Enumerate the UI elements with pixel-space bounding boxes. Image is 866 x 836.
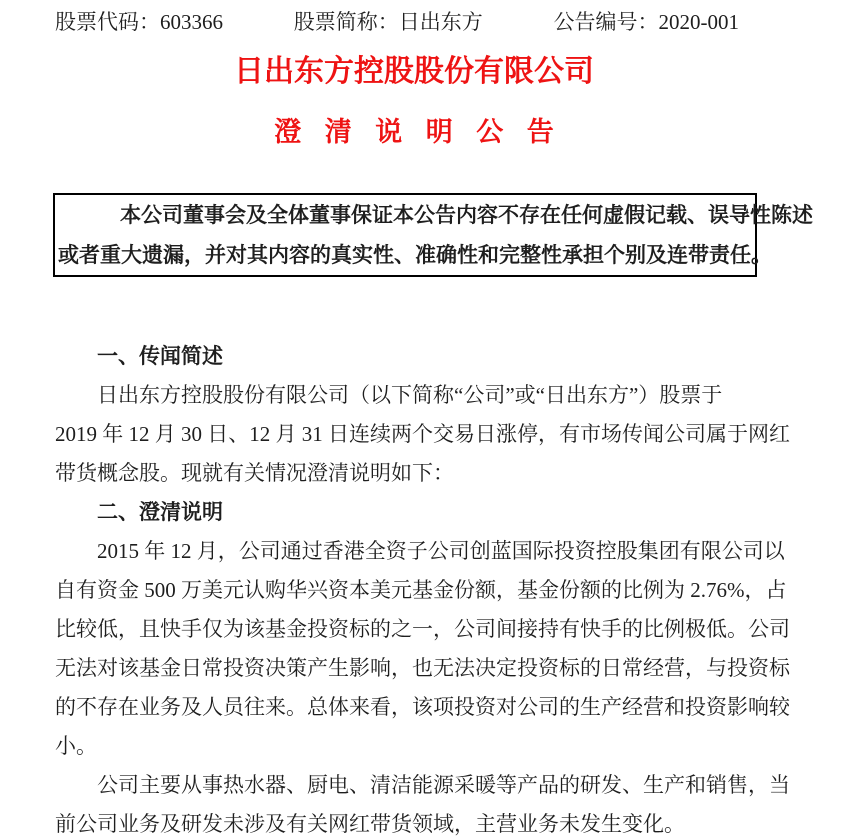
disclaimer-line: 本公司董事会及全体董事保证本公告内容不存在任何虚假记载、误导性陈述: [120, 203, 813, 227]
paragraph-line: 小。: [55, 734, 97, 758]
stock-name-value: 日出东方: [398, 10, 483, 34]
paragraph-line: 公司主要从事热水器、厨电、清洁能源采暖等产品的研发、生产和销售，当: [97, 773, 790, 797]
paragraph-line: 日出东方控股股份有限公司（以下简称“公司”或“日出东方”）股票于: [97, 383, 723, 407]
paragraph-line: 2019 年 12 月 30 日、12 月 31 日连续两个交易日涨停，有市场传闻公司属于网红: [55, 422, 790, 446]
stock-name-label: 股票简称：: [293, 10, 399, 34]
disclaimer-line: 或者重大遗漏，并对其内容的真实性、准确性和完整性承担个别及连带责任。: [58, 243, 772, 267]
announcement-title: 澄 清 说 明 公 告: [274, 117, 562, 147]
paragraph-line: 比较低，且快手仅为该基金投资标的之一，公司间接持有快手的比例极低。公司: [55, 617, 790, 641]
stock-code-value: 603366: [160, 10, 223, 34]
stock-code: [55, 8, 223, 37]
announcement-number: [554, 8, 740, 37]
announcement-number-value: 2020-001: [658, 10, 739, 34]
company-title: 日出东方控股股份有限公司: [234, 55, 594, 88]
announcement-body: [55, 337, 815, 836]
announcement-number-label: 公告编号：: [553, 10, 659, 34]
paragraph-line: 无法对该基金日常投资决策产生影响，也无法决定投资标的日常经营，与投资标: [55, 656, 790, 680]
paragraph-line: 的不存在业务及人员往来。总体来看，该项投资对公司的生产经营和投资影响较: [55, 695, 790, 719]
paragraph-line: 带货概念股。现就有关情况澄清说明如下：: [55, 461, 454, 485]
paragraph-line: 自有资金 500 万美元认购华兴资本美元基金份额，基金份额的比例为 2.76%，占: [55, 578, 787, 602]
stock-info-row: [55, 8, 739, 37]
section-heading-rumor-summary: 一、传闻简述: [97, 345, 223, 368]
paragraph-line: 2015 年 12 月，公司通过香港全资子公司创蓝国际投资控股集团有限公司以: [97, 539, 785, 563]
disclaimer-box: [53, 193, 813, 277]
stock-code-label: 股票代码：: [55, 10, 160, 34]
paragraph-line: 前公司业务及研发未涉及有关网红带货领域，主营业务未发生变化。: [55, 812, 685, 836]
stock-name: [294, 8, 483, 37]
section-heading-clarification: 二、澄清说明: [97, 501, 223, 524]
